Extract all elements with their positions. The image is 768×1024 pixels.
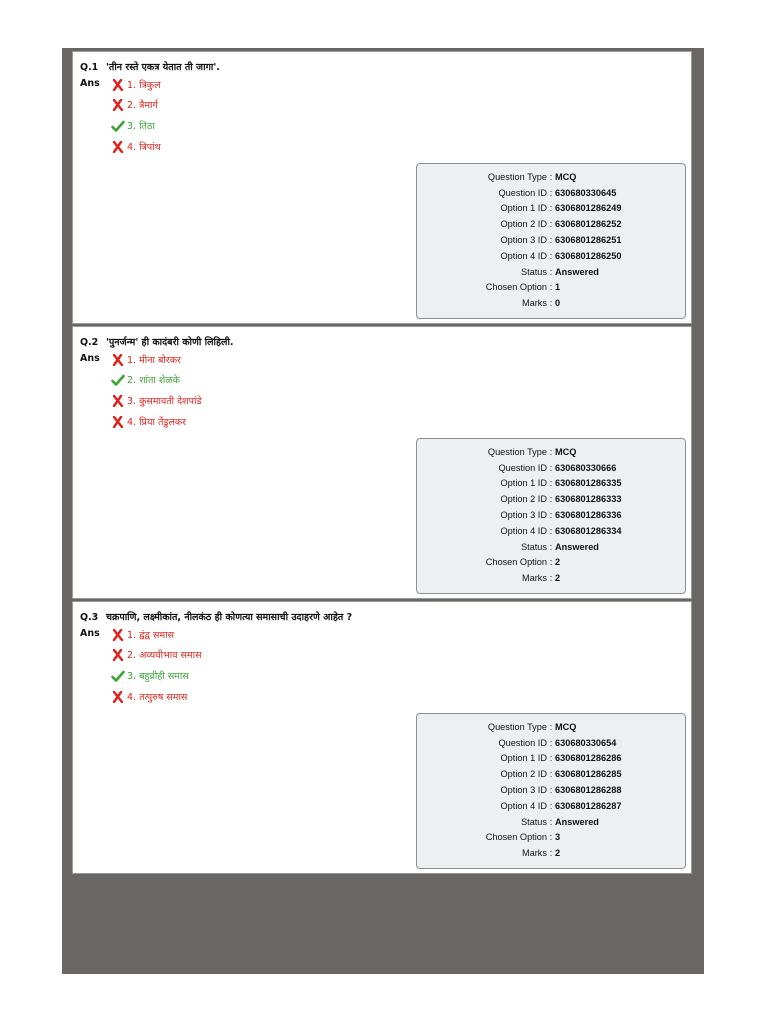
meta-separator: : bbox=[549, 721, 553, 732]
option-1 bbox=[111, 78, 161, 91]
meta-value: Answered bbox=[555, 541, 599, 552]
meta-value: 6306801286288 bbox=[555, 785, 622, 796]
question-text: 'तीन रस्ते एकत्र येतात ती जागा'. bbox=[106, 62, 220, 73]
meta-row-status bbox=[417, 814, 685, 830]
meta-row-marks bbox=[417, 295, 685, 311]
cross-icon bbox=[111, 99, 125, 111]
meta-label: Question ID bbox=[498, 187, 547, 198]
meta-label: Chosen Option bbox=[485, 282, 547, 293]
meta-separator: : bbox=[549, 250, 553, 261]
meta-label: Option 4 ID bbox=[500, 525, 547, 536]
question-number: Q.3 bbox=[80, 612, 99, 623]
option-1 bbox=[111, 353, 181, 366]
meta-label: Option 4 ID bbox=[500, 800, 547, 811]
meta-separator: : bbox=[549, 510, 553, 521]
meta-label: Status bbox=[520, 266, 547, 277]
meta-value: 0 bbox=[555, 298, 561, 309]
option-3 bbox=[111, 119, 155, 132]
meta-row-option2-id bbox=[417, 216, 685, 232]
option-label: 3. तिठा bbox=[127, 121, 155, 132]
question-meta-box bbox=[416, 713, 686, 869]
meta-row-option3-id bbox=[417, 232, 685, 248]
meta-row-option2-id bbox=[417, 491, 685, 507]
question-row bbox=[80, 60, 220, 73]
option-label: 3. बहुव्रीही समास bbox=[127, 671, 189, 682]
meta-value: 2 bbox=[555, 573, 561, 584]
question-text: चक्रपाणि, लक्ष्मीकांत, नीलकंठ ही कोणत्या समासाची उदाहरणे आहेत ? bbox=[106, 612, 353, 623]
meta-label: Marks bbox=[521, 298, 547, 309]
meta-row-question-type bbox=[417, 169, 685, 185]
meta-separator: : bbox=[549, 785, 553, 796]
meta-label: Option 1 ID bbox=[500, 478, 547, 489]
meta-row-question-type bbox=[417, 719, 685, 735]
meta-value: Answered bbox=[555, 816, 599, 827]
cross-icon bbox=[111, 416, 125, 428]
meta-label: Option 1 ID bbox=[500, 203, 547, 214]
cross-icon bbox=[111, 691, 125, 703]
meta-row-question-type bbox=[417, 444, 685, 460]
meta-row-option1-id bbox=[417, 201, 685, 217]
cross-icon bbox=[111, 649, 125, 661]
option-label: 1. मीना बोरकर bbox=[127, 355, 181, 366]
meta-value: 6306801286252 bbox=[555, 219, 622, 230]
meta-row-marks bbox=[417, 570, 685, 586]
meta-label: Option 3 ID bbox=[500, 785, 547, 796]
meta-label: Option 1 ID bbox=[500, 753, 547, 764]
meta-row-chosen-option bbox=[417, 555, 685, 571]
meta-separator: : bbox=[549, 832, 553, 843]
meta-label: Marks bbox=[521, 848, 547, 859]
cross-icon bbox=[111, 395, 125, 407]
meta-label: Question ID bbox=[498, 462, 547, 473]
meta-row-status bbox=[417, 264, 685, 280]
answer-label: Ans bbox=[80, 78, 100, 89]
meta-label: Option 2 ID bbox=[500, 494, 547, 505]
question-meta-box bbox=[416, 438, 686, 594]
cross-icon bbox=[111, 141, 125, 153]
meta-label: Chosen Option bbox=[485, 557, 547, 568]
meta-separator: : bbox=[549, 266, 553, 277]
meta-value: 6306801286334 bbox=[555, 525, 622, 536]
meta-row-option4-id bbox=[417, 248, 685, 264]
meta-value: 6306801286249 bbox=[555, 203, 622, 214]
meta-separator: : bbox=[549, 187, 553, 198]
option-2 bbox=[111, 373, 180, 386]
meta-label: Option 2 ID bbox=[500, 769, 547, 780]
meta-label: Option 3 ID bbox=[500, 235, 547, 246]
meta-value: 6306801286251 bbox=[555, 235, 622, 246]
option-label: 4. त्रिपांथ bbox=[127, 142, 161, 153]
meta-separator: : bbox=[549, 525, 553, 536]
meta-label: Chosen Option bbox=[485, 832, 547, 843]
meta-separator: : bbox=[549, 737, 553, 748]
meta-separator: : bbox=[549, 282, 553, 293]
option-2 bbox=[111, 648, 202, 661]
meta-row-option1-id bbox=[417, 476, 685, 492]
meta-row-option4-id bbox=[417, 523, 685, 539]
question-panel-3 bbox=[72, 601, 692, 874]
cross-icon bbox=[111, 354, 125, 366]
question-text: 'पुनर्जन्म' ही कादंबरी कोणी लिहिली. bbox=[106, 337, 234, 348]
check-icon bbox=[111, 120, 125, 132]
meta-value: 6306801286250 bbox=[555, 250, 622, 261]
meta-row-status bbox=[417, 539, 685, 555]
option-2 bbox=[111, 98, 158, 111]
meta-label: Option 3 ID bbox=[500, 510, 547, 521]
option-label: 2. अव्ययीभाव समास bbox=[127, 650, 202, 661]
answer-label: Ans bbox=[80, 628, 100, 639]
meta-value: MCQ bbox=[555, 446, 577, 457]
option-label: 2. त्रैमार्ग bbox=[127, 100, 158, 111]
option-4 bbox=[111, 415, 186, 428]
meta-value: 1 bbox=[555, 282, 561, 293]
meta-value: 6306801286335 bbox=[555, 478, 622, 489]
question-row bbox=[80, 335, 234, 348]
meta-row-option1-id bbox=[417, 751, 685, 767]
check-icon bbox=[111, 374, 125, 386]
cross-icon bbox=[111, 79, 125, 91]
meta-label: Option 4 ID bbox=[500, 250, 547, 261]
meta-value: 630680330666 bbox=[555, 462, 617, 473]
meta-separator: : bbox=[549, 557, 553, 568]
meta-row-option3-id bbox=[417, 782, 685, 798]
option-label: 3. कुसमावती देशपांडे bbox=[127, 396, 202, 407]
meta-value: 630680330645 bbox=[555, 187, 617, 198]
question-number: Q.2 bbox=[80, 337, 99, 348]
meta-label: Status bbox=[520, 816, 547, 827]
meta-separator: : bbox=[549, 753, 553, 764]
option-label: 4. प्रिया तेंडुलकर bbox=[127, 417, 187, 428]
meta-value: 3 bbox=[555, 832, 561, 843]
meta-separator: : bbox=[549, 219, 553, 230]
meta-label: Status bbox=[520, 541, 547, 552]
question-meta-box bbox=[416, 163, 686, 319]
meta-row-marks bbox=[417, 845, 685, 861]
meta-value: 6306801286286 bbox=[555, 753, 622, 764]
meta-separator: : bbox=[549, 171, 553, 182]
meta-value: 6306801286287 bbox=[555, 800, 622, 811]
answer-label: Ans bbox=[80, 353, 100, 364]
option-label: 2. शांता शेळके bbox=[127, 375, 180, 386]
meta-separator: : bbox=[549, 235, 553, 246]
meta-row-option4-id bbox=[417, 798, 685, 814]
question-panel-2 bbox=[72, 326, 692, 599]
meta-row-question-id bbox=[417, 735, 685, 751]
meta-label: Question Type bbox=[487, 721, 547, 732]
cross-icon bbox=[111, 629, 125, 641]
meta-separator: : bbox=[549, 446, 553, 457]
meta-row-chosen-option bbox=[417, 830, 685, 846]
meta-separator: : bbox=[549, 541, 553, 552]
meta-value: 6306801286336 bbox=[555, 510, 622, 521]
meta-separator: : bbox=[549, 573, 553, 584]
meta-separator: : bbox=[549, 848, 553, 859]
meta-label: Question Type bbox=[487, 446, 547, 457]
meta-label: Option 2 ID bbox=[500, 219, 547, 230]
meta-separator: : bbox=[549, 478, 553, 489]
meta-separator: : bbox=[549, 494, 553, 505]
meta-value: 2 bbox=[555, 557, 561, 568]
option-label: 1. द्वंद्व समास bbox=[127, 630, 175, 641]
meta-value: Answered bbox=[555, 266, 599, 277]
meta-row-chosen-option bbox=[417, 280, 685, 296]
option-label: 4. तत्पुरुष समास bbox=[127, 692, 188, 703]
meta-separator: : bbox=[549, 769, 553, 780]
meta-value: MCQ bbox=[555, 721, 577, 732]
meta-value: 630680330654 bbox=[555, 737, 617, 748]
meta-separator: : bbox=[549, 800, 553, 811]
meta-row-option3-id bbox=[417, 507, 685, 523]
option-3 bbox=[111, 394, 202, 407]
option-1 bbox=[111, 628, 174, 641]
option-4 bbox=[111, 690, 187, 703]
meta-separator: : bbox=[549, 203, 553, 214]
meta-value: 2 bbox=[555, 848, 561, 859]
response-sheet bbox=[62, 48, 704, 974]
option-4 bbox=[111, 140, 161, 153]
question-row bbox=[80, 610, 352, 623]
meta-row-question-id bbox=[417, 185, 685, 201]
meta-value: 6306801286285 bbox=[555, 769, 622, 780]
meta-value: 6306801286333 bbox=[555, 494, 622, 505]
meta-label: Marks bbox=[521, 573, 547, 584]
meta-label: Question Type bbox=[487, 171, 547, 182]
meta-separator: : bbox=[549, 298, 553, 309]
question-panel-1 bbox=[72, 51, 692, 324]
meta-separator: : bbox=[549, 816, 553, 827]
meta-value: MCQ bbox=[555, 171, 577, 182]
meta-row-question-id bbox=[417, 460, 685, 476]
question-number: Q.1 bbox=[80, 62, 99, 73]
meta-row-option2-id bbox=[417, 766, 685, 782]
check-icon bbox=[111, 670, 125, 682]
meta-separator: : bbox=[549, 462, 553, 473]
meta-label: Question ID bbox=[498, 737, 547, 748]
option-3 bbox=[111, 669, 189, 682]
option-label: 1. त्रिकुल bbox=[127, 80, 161, 91]
